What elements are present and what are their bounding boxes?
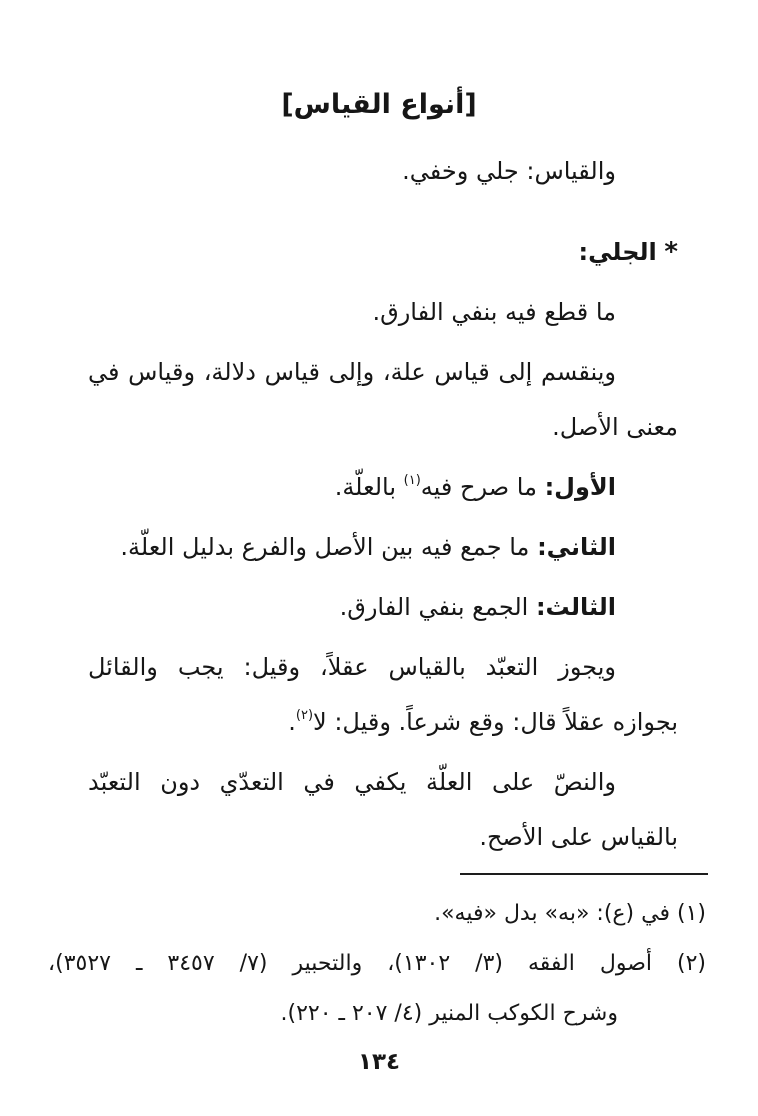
first-type-label: الأول: <box>544 473 616 501</box>
permissibility-text: بجوازه عقلاً قال: وقع شرعاً. وقيل: لا <box>313 708 678 736</box>
paragraph-intro: والقياس: جلي وخفي. <box>402 157 616 185</box>
second-type-label: الثاني: <box>537 533 616 561</box>
footnote-2-marker: (٢) <box>677 951 707 976</box>
paragraph-nass-line1: والنصّ على العلّة يكفي في التعدّي دون التعبّد <box>88 768 616 796</box>
paragraph-second-type <box>88 520 678 575</box>
first-type-tail: بالعلّة. <box>334 473 397 501</box>
footnotes-block <box>48 889 706 1039</box>
footnote-2-text: أصول الفقه (٣/ ١٣٠٢)، والتحبير (٧/ ٣٤٥٧ ـ ٣٥٢٧)، <box>48 951 652 976</box>
footnote-2-line1 <box>48 939 706 989</box>
footnote-ref-2: (٢) <box>295 708 314 723</box>
section-star-marker: * <box>664 237 678 267</box>
paragraph-first-type <box>88 460 678 515</box>
paragraph-division-line2: معنى الأصل. <box>552 413 678 441</box>
third-type-text: الجمع بنفي الفارق. <box>339 593 529 621</box>
paragraph-nass-line2: بالقياس على الأصح. <box>479 823 678 851</box>
third-type-label: الثالث: <box>535 593 616 621</box>
permissibility-tail: . <box>288 708 296 736</box>
paragraph-division-line1: وينقسم إلى قياس علة، وإلى قياس دلالة، وقياس في <box>88 358 616 386</box>
paragraph-permissibility-line1: ويجوز التعبّد بالقياس عقلاً، وقيل: يجب والقائل <box>88 653 616 681</box>
footnote-1-text: في (ع): «به» بدل «فيه». <box>434 901 670 926</box>
footnote-separator-rule <box>460 873 708 875</box>
footnote-2-line2: وشرح الكوكب المنير (٤/ ٢٠٧ ـ ٢٢٠). <box>280 1001 618 1026</box>
second-type-text: ما جمع فيه بين الأصل والفرع بدليل العلّة. <box>120 533 530 561</box>
page-number: ١٣٤ <box>357 1049 401 1075</box>
footnote-ref-1: (١) <box>403 473 421 488</box>
paragraph-permissibility-line2 <box>88 695 678 750</box>
footnote-1-marker: (١) <box>676 901 706 926</box>
paragraph-third-type <box>88 580 678 635</box>
page-title: [أنواع القياس] <box>281 89 477 120</box>
section-heading-jali <box>88 225 678 280</box>
section-heading-label: الجلي: <box>578 238 657 266</box>
footnote-1 <box>48 889 706 939</box>
body-text <box>88 144 678 865</box>
first-type-text: ما صرح فيه <box>420 473 537 501</box>
paragraph-jali-definition: ما قطع فيه بنفي الفارق. <box>372 298 616 326</box>
